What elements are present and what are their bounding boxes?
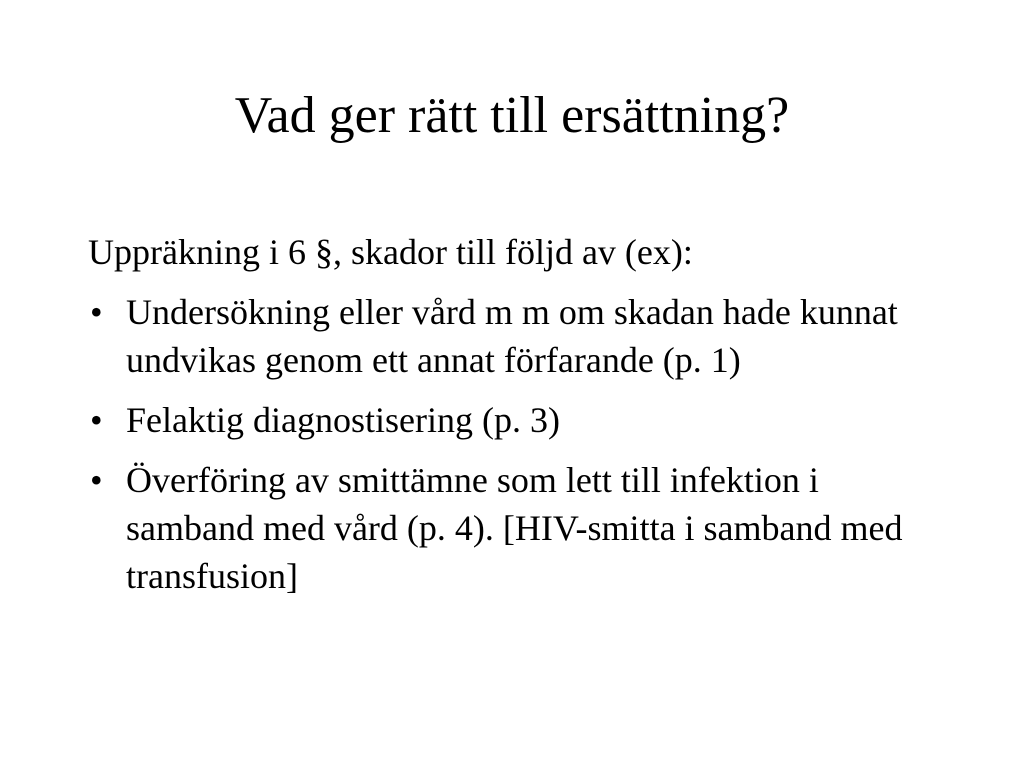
bullet-text: Felaktig diagnostisering (p. 3)	[126, 400, 560, 440]
bullet-text: Undersökning eller vård m m om skadan hade kunnat undvikas genom ett annat förfarande (p. 1)	[126, 292, 898, 380]
bullet-list	[88, 288, 948, 600]
slide-title: Vad ger rätt till ersättning?	[234, 87, 790, 144]
bullet-item	[88, 396, 916, 444]
bullet-icon: •	[90, 292, 103, 332]
lead-text: Uppräkning i 6 §, skador till följd av (ex):	[88, 232, 693, 272]
bullet-icon: •	[90, 460, 103, 500]
bullet-item	[88, 288, 916, 384]
bullet-item	[88, 456, 916, 600]
bullet-icon: •	[90, 400, 103, 440]
bullet-text: Överföring av smittämne som lett till infektion i samband med vård (p. 4). [HIV-smitta i samband med transfusion]	[126, 460, 903, 596]
slide-body	[88, 228, 948, 612]
